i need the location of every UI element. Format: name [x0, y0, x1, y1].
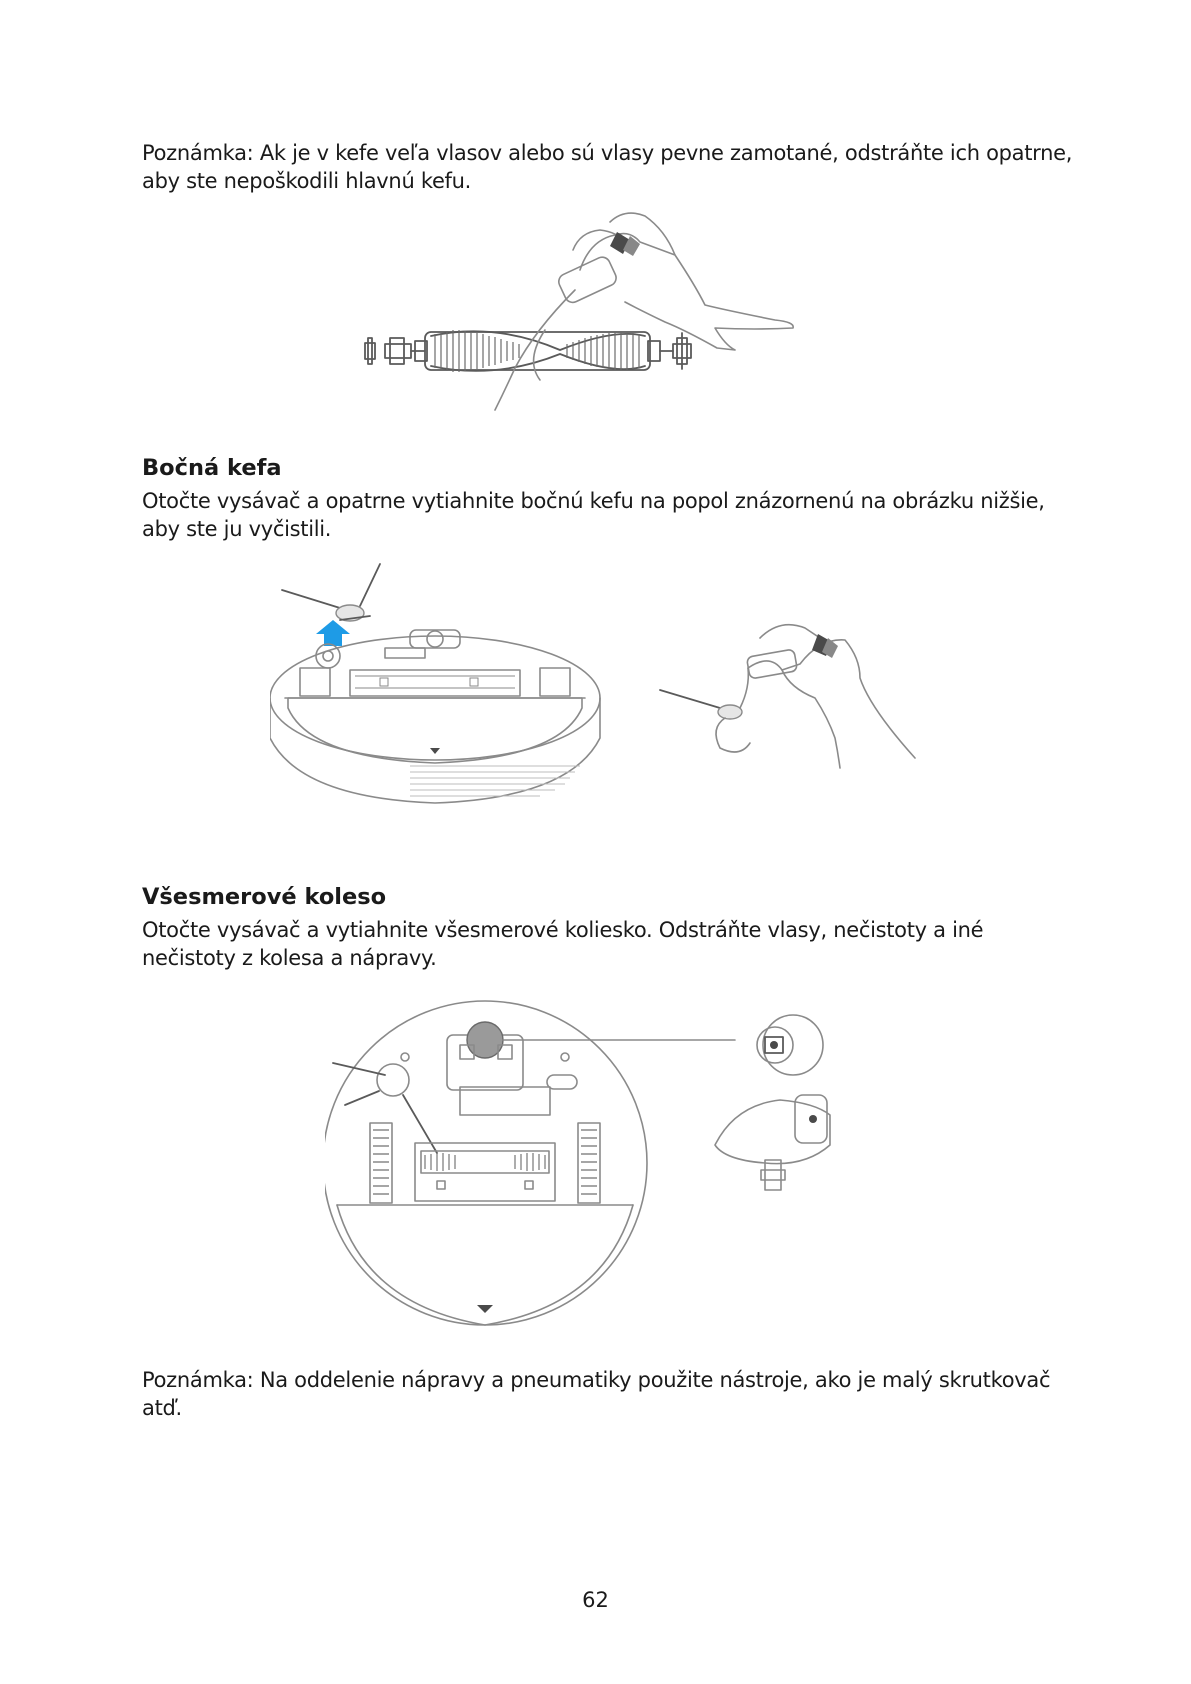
omni-wheel-instructions	[142, 916, 1072, 972]
omni-wheel-axle-icon	[715, 1095, 830, 1190]
instruction-line: Otočte vysávač a opatrne vytiahnite bočnú kefu na popol znázornenú na obrázku nižšie,	[142, 489, 1045, 513]
omni-wheel-illustration	[325, 995, 865, 1340]
main-brush-roll-icon	[415, 330, 660, 372]
side-brush-instructions	[142, 487, 1072, 543]
note-line: atď.	[142, 1396, 182, 1420]
note-axle	[142, 1366, 1072, 1422]
page-number: 62	[582, 1588, 609, 1612]
note-line: Poznámka: Ak je v kefe veľa vlasov alebo sú vlasy pevne zamotané, odstráňte ich opatrne,	[142, 141, 1073, 165]
robot-underside-icon	[270, 630, 600, 803]
brush-end-cap-right-icon	[660, 333, 691, 369]
hand-icon	[556, 213, 793, 350]
side-brush-icon	[282, 564, 380, 621]
heading-side-brush: Bočná kefa	[142, 455, 282, 481]
note-main-brush	[142, 139, 1072, 195]
instruction-line: aby ste ju vyčistili.	[142, 517, 332, 541]
instruction-line: Otočte vysávač a vytiahnite všesmerové koliesko. Odstráňte vlasy, nečistoty a iné	[142, 918, 984, 942]
side-brush-illustration	[270, 558, 930, 848]
up-arrow-icon	[316, 620, 350, 646]
omni-wheel-detail-icon	[757, 1015, 823, 1075]
note-line: aby ste nepoškodili hlavnú kefu.	[142, 169, 472, 193]
robot-bottom-view-icon	[325, 1001, 647, 1325]
heading-omni-wheel: Všesmerové koleso	[142, 884, 387, 910]
main-brush-illustration	[355, 210, 845, 425]
hand-holding-brush-icon	[660, 625, 915, 768]
note-line: Poznámka: Na oddelenie nápravy a pneumatiky použite nástroje, ako je malý skrutkovač	[142, 1368, 1051, 1392]
instruction-line: nečistoty z kolesa a nápravy.	[142, 946, 437, 970]
